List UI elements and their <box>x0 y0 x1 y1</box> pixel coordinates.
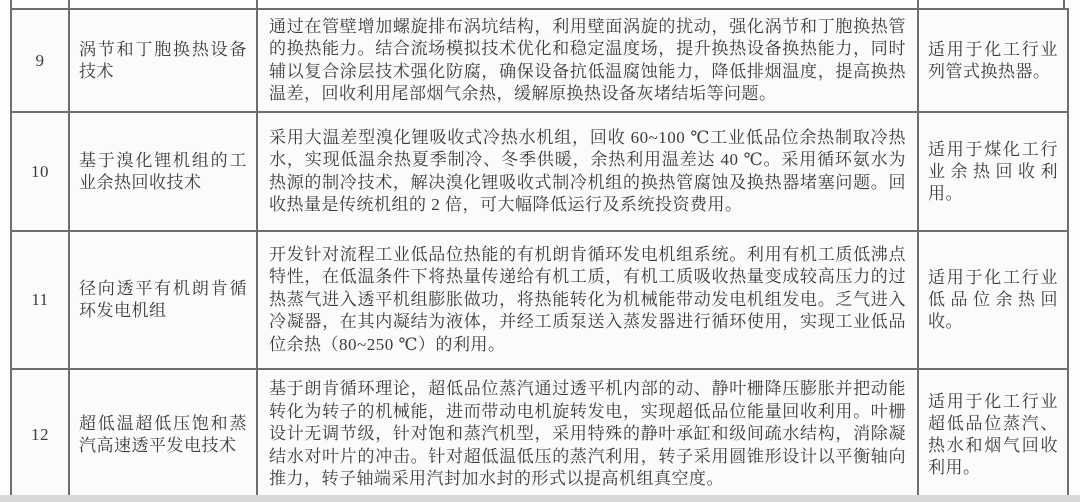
technology-name: 超低温超低压饱和蒸汽高速透平发电技术 <box>79 413 247 455</box>
row-number: 9 <box>12 10 70 111</box>
applicable-scope: 适用于化工行业低品位余热回收。 <box>928 268 1058 331</box>
technology-name: 径向透平有机朗肯循环发电机组 <box>79 279 247 320</box>
table-row <box>12 10 1067 113</box>
applicable-scope-cell <box>919 370 1067 499</box>
technology-description: 开发针对流程工业低品位热能的有机朗肯循环发电机组系统。利用有机工质低沸点特性，在低温条件下将热量传递给有机工质，有机工质吸收热量变成较高压力的过热蒸气进入透平机组膨胀做功，将热能转化为机械能带动发电机组发电。乏气进入冷凝器，在其内凝结为液体，并经工质泵送入蒸发器进行循环使用，实现工业低品位余热（80~250 ℃）的利用。 <box>269 244 906 354</box>
applicable-scope-cell <box>919 10 1067 111</box>
row-number: 11 <box>12 232 70 368</box>
technology-name-cell <box>70 10 258 111</box>
technology-name-cell <box>70 113 258 230</box>
technology-table <box>10 8 1069 501</box>
applicable-scope: 适用于化工行业列管式换热器。 <box>928 39 1058 81</box>
technology-description: 采用大温差型溴化锂吸收式冷热水机组，回收 60~100 ℃工业低品位余热制取冷热水，实现低温余热夏季制冷、冬季供暖，余热利用温差达 40 ℃。采用循环氨水为热源的制冷技术，解决溴化锂吸收式制冷机组的换热管腐蚀及换热器堵塞问题。回收热量是传统机组的 2 倍，可大幅降低运行及系统投资费用。 <box>269 127 906 214</box>
applicable-scope: 适用于煤化工行业余热回收利用。 <box>928 139 1058 203</box>
technology-description: 基于朗肯循环理论，超低品位蒸汽通过透平机内部的动、静叶栅降压膨胀并把动能转化为转子的机械能，进而带动电机旋转发电，实现超低品位能量回收利用。叶栅设计无调节级，针对饱和蒸汽机型，采用特殊的静叶承缸和级间疏水结构，消除凝结水对叶片的冲击。针对超低温低压的蒸汽利用，转子采用圆锥形设计以平衡轴向推力，转子轴端采用汽封加水封的形式以提高机组真空度。 <box>269 379 906 489</box>
technology-desc-cell <box>258 113 919 230</box>
technology-name: 涡节和丁胞换热设备技术 <box>79 39 247 81</box>
applicable-scope-cell <box>919 113 1067 230</box>
page-bottom-margin <box>0 495 1080 502</box>
technology-name: 基于溴化锂机组的工业余热回收技术 <box>79 150 247 192</box>
applicable-scope-cell <box>919 232 1067 368</box>
table-row <box>12 232 1067 370</box>
technology-name-cell <box>70 370 258 499</box>
table-row <box>12 370 1067 499</box>
table-row <box>12 113 1067 232</box>
technology-desc-cell <box>258 10 919 111</box>
row-number: 12 <box>12 370 70 499</box>
technology-desc-cell <box>258 370 919 499</box>
row-number: 10 <box>12 113 70 230</box>
technology-description: 通过在管壁增加螺旋排布涡坑结构，利用壁面涡旋的扰动，强化涡节和丁胞换热管的换热能力。结合流场模拟技术优化和稳定温度场，提升换热设备换热能力，同时辅以复合涂层技术强化防腐，确保设备抗低温腐蚀能力，降低排烟温度，提高换热温差，回收利用尾部烟气余热，缓解原换热设备灰堵结垢等问题。 <box>269 16 906 103</box>
technology-desc-cell <box>258 232 919 368</box>
applicable-scope: 适用于化工行业超低品位蒸汽、热水和烟气回收利用。 <box>928 391 1058 477</box>
technology-name-cell <box>70 232 258 368</box>
